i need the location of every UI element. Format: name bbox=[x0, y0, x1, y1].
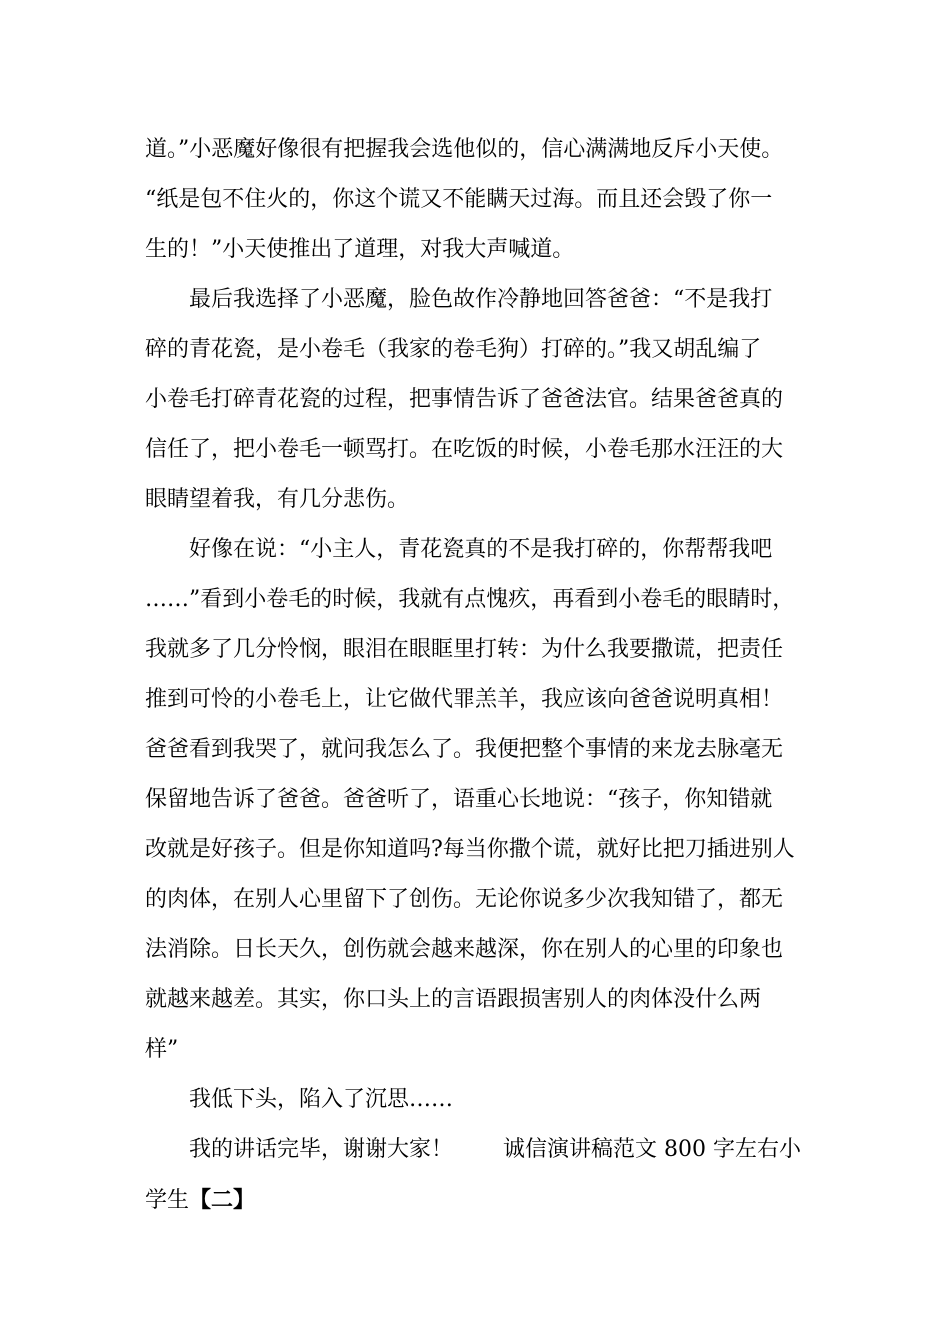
text-line: 我就多了几分怜悯，眼泪在眼眶里打转：为什么我要撒谎，把责任 bbox=[145, 637, 784, 662]
text-line: 小卷毛打碎青花瓷的过程，把事情告诉了爸爸法官。结果爸爸真的 bbox=[145, 387, 784, 412]
text-line: 最后我选择了小恶魔，脸色故作冷静地回答爸爸：“不是我打 bbox=[189, 287, 773, 312]
text-line: 保留地告诉了爸爸。爸爸听了，语重心长地说：“孩子，你知错就 bbox=[145, 787, 773, 812]
closing-line bbox=[145, 1125, 825, 1175]
text-line: 道。”小恶魔好像很有把握我会选他似的，信心满满地反斥小天使。 bbox=[145, 137, 784, 162]
text-line: ……”看到小卷毛的时候，我就有点愧疚，再看到小卷毛的眼睛时， bbox=[145, 587, 795, 612]
text-line: 我低下头，陷入了沉思…… bbox=[189, 1087, 454, 1112]
document-body bbox=[145, 125, 825, 1225]
text-line: “纸是包不住火的，你这个谎又不能瞒天过海。而且还会毁了你一 bbox=[145, 187, 773, 212]
next-section-title-end: 学生 bbox=[145, 1188, 190, 1213]
text-line: 生的！”小天使推出了道理，对我大声喊道。 bbox=[145, 237, 575, 262]
section-number: 【二】 bbox=[189, 1187, 256, 1213]
text-line: 碎的青花瓷，是小卷毛（我家的卷毛狗）打碎的。”我又胡乱编了 bbox=[145, 337, 762, 362]
text-line: 爸爸看到我哭了，就问我怎么了。我便把整个事情的来龙去脉毫无 bbox=[145, 737, 784, 762]
text-line: 样” bbox=[145, 1037, 179, 1062]
text-line: 信任了，把小卷毛一顿骂打。在吃饭的时候，小卷毛那水汪汪的大 bbox=[145, 437, 784, 462]
text-line: 法消除。日长天久，创伤就会越来越深，你在别人的心里的印象也 bbox=[145, 937, 784, 962]
text-line: 的肉体，在别人心里留下了创伤。无论你说多少次我知错了，都无 bbox=[145, 887, 784, 912]
closing-remark: 我的讲话完毕，谢谢大家！ bbox=[189, 1137, 454, 1162]
next-section-title-start: 诚信演讲稿范文 800 字左右小 bbox=[503, 1137, 801, 1162]
text-line: 眼睛望着我，有几分悲伤。 bbox=[145, 487, 410, 512]
text-line: 推到可怜的小卷毛上，让它做代罪羔羊，我应该向爸爸说明真相！ bbox=[145, 687, 784, 712]
next-section-title-line bbox=[145, 1175, 825, 1225]
text-line: 改就是好孩子。但是你知道吗?每当你撒个谎，就好比把刀插进别人 bbox=[145, 837, 795, 862]
text-line: 就越来越差。其实，你口头上的言语跟损害别人的肉体没什么两 bbox=[145, 987, 762, 1012]
text-line: 好像在说：“小主人，青花瓷真的不是我打碎的，你帮帮我吧 bbox=[189, 537, 773, 562]
